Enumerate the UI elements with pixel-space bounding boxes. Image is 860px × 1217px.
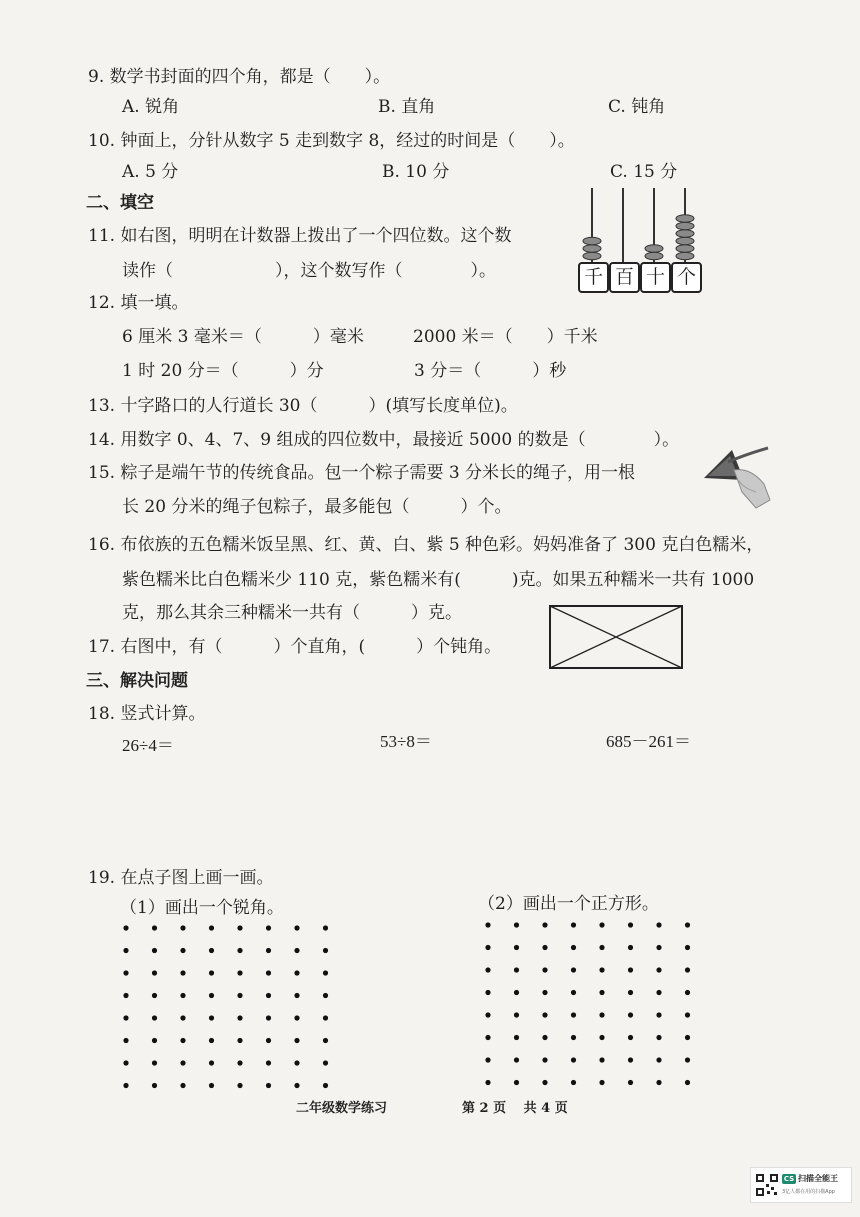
grid-dot[interactable] [514, 922, 519, 927]
grid-dot[interactable] [266, 1038, 271, 1043]
grid-dot[interactable] [152, 1060, 157, 1065]
grid-dot[interactable] [485, 967, 490, 972]
abacus-bead [676, 237, 694, 245]
grid-dot[interactable] [599, 1012, 604, 1017]
abacus-label-hundreds: 百 [609, 262, 640, 293]
grid-dot[interactable] [571, 945, 576, 950]
grid-dot[interactable] [685, 990, 690, 995]
grid-dot[interactable] [237, 1015, 242, 1020]
abacus-bead [676, 215, 694, 223]
grid-dot[interactable] [599, 1057, 604, 1062]
grid-dot[interactable] [237, 1083, 242, 1088]
camscanner-logo-icon: CS [783, 1175, 795, 1183]
grid-dot[interactable] [209, 1038, 214, 1043]
grid-dot[interactable] [571, 1012, 576, 1017]
grid-dot[interactable] [656, 1057, 661, 1062]
grid-dot[interactable] [237, 1038, 242, 1043]
grid-dot[interactable] [656, 922, 661, 927]
grid-dot[interactable] [209, 1060, 214, 1065]
question-11-line1: 11. 如右图，明明在计数器上拨出了一个四位数。这个数 [88, 226, 512, 246]
q9-option-b: B. 直角 [378, 97, 436, 117]
grid-dot[interactable] [571, 967, 576, 972]
grid-dot[interactable] [656, 1012, 661, 1017]
section-2-title: 二、填空 [86, 193, 154, 213]
grid-dot[interactable] [542, 1035, 547, 1040]
grid-dot[interactable] [542, 945, 547, 950]
q18-expression-b: 53÷8＝ [380, 732, 432, 751]
grid-dot[interactable] [266, 925, 271, 930]
q10-option-c: C. 15 分 [610, 162, 678, 182]
footer-page-number: 第 2 页 共 4 页 [462, 1101, 568, 1116]
grid-dot[interactable] [571, 1057, 576, 1062]
grid-dot[interactable] [123, 925, 128, 930]
question-16-line2: 紫色糯米比白色糯米少 110 克，紫色糯米有( )克。如果五种糯米一共有 1000 [122, 570, 755, 590]
question-15-line2: 长 20 分米的绳子包粽子，最多能包（ ）个。 [122, 497, 512, 517]
grid-dot[interactable] [599, 1080, 604, 1085]
grid-dot[interactable] [180, 948, 185, 953]
grid-dot[interactable] [294, 1015, 299, 1020]
grid-dot[interactable] [266, 1015, 271, 1020]
grid-dot[interactable] [628, 922, 633, 927]
abacus-bead [676, 245, 694, 253]
abacus-bead [676, 222, 694, 230]
q12-item-c: 1 时 20 分＝（ ）分 [122, 361, 324, 381]
grid-dot[interactable] [571, 922, 576, 927]
grid-dot[interactable] [542, 1012, 547, 1017]
abacus-bead [645, 245, 663, 253]
grid-dot[interactable] [599, 990, 604, 995]
grid-dot[interactable] [656, 1035, 661, 1040]
grid-dot[interactable] [323, 1038, 328, 1043]
grid-dot[interactable] [237, 970, 242, 975]
question-11-line2: 读作（ ），这个数写作（ ）。 [122, 261, 496, 281]
grid-dot[interactable] [685, 1080, 690, 1085]
grid-dot[interactable] [209, 1083, 214, 1088]
abacus-label-tens: 十 [640, 262, 671, 293]
q12-item-b: 2000 米＝（ ）千米 [413, 327, 598, 347]
question-16-line3: 克，那么其余三种糯米一共有（ ）克。 [122, 603, 462, 623]
grid-dot[interactable] [628, 990, 633, 995]
grid-dot[interactable] [599, 967, 604, 972]
grid-dot[interactable] [123, 1038, 128, 1043]
abacus-bead [583, 237, 601, 245]
grid-dot[interactable] [294, 948, 299, 953]
grid-dot[interactable] [237, 993, 242, 998]
grid-dot[interactable] [266, 970, 271, 975]
grid-dot[interactable] [685, 967, 690, 972]
grid-dot[interactable] [628, 1080, 633, 1085]
q19-part-1: （1）画出一个锐角。 [120, 898, 284, 918]
q10-option-b: B. 10 分 [382, 162, 450, 182]
grid-dot[interactable] [123, 970, 128, 975]
question-12: 12. 填一填。 [88, 293, 189, 313]
grid-dot[interactable] [542, 990, 547, 995]
q12-item-a: 6 厘米 3 毫米＝（ ）毫米 [122, 327, 364, 347]
grid-dot[interactable] [685, 922, 690, 927]
q9-option-c: C. 钝角 [608, 97, 666, 117]
grid-dot[interactable] [542, 967, 547, 972]
grid-dot[interactable] [599, 1035, 604, 1040]
grid-dot[interactable] [323, 925, 328, 930]
question-18: 18. 竖式计算。 [88, 704, 206, 724]
grid-dot[interactable] [685, 1035, 690, 1040]
question-19: 19. 在点子图上画一画。 [88, 868, 274, 888]
grid-dot[interactable] [237, 948, 242, 953]
grid-dot[interactable] [323, 948, 328, 953]
grid-dot[interactable] [485, 922, 490, 927]
grid-dot[interactable] [599, 922, 604, 927]
zongzi-illustration [694, 440, 774, 512]
grid-dot[interactable] [123, 1015, 128, 1020]
question-13: 13. 十字路口的人行道长 30（ ）(填写长度单位)。 [88, 396, 518, 416]
grid-dot[interactable] [266, 948, 271, 953]
grid-dot[interactable] [485, 990, 490, 995]
grid-dot[interactable] [323, 1060, 328, 1065]
grid-dot[interactable] [514, 1012, 519, 1017]
abacus-label-ones: 个 [671, 262, 702, 293]
grid-dot[interactable] [294, 1083, 299, 1088]
grid-dot[interactable] [237, 925, 242, 930]
grid-dot[interactable] [514, 990, 519, 995]
grid-dot[interactable] [152, 970, 157, 975]
grid-dot[interactable] [656, 967, 661, 972]
grid-dot[interactable] [266, 993, 271, 998]
grid-dot[interactable] [294, 970, 299, 975]
grid-dot[interactable] [180, 993, 185, 998]
grid-dot[interactable] [685, 945, 690, 950]
grid-dot[interactable] [685, 1012, 690, 1017]
watermark-tagline: 3亿人都在用的扫描App [782, 1189, 835, 1195]
grid-dot[interactable] [485, 1080, 490, 1085]
grid-dot[interactable] [294, 1038, 299, 1043]
grid-dot[interactable] [123, 1083, 128, 1088]
grid-dot[interactable] [628, 1035, 633, 1040]
grid-dot[interactable] [180, 1038, 185, 1043]
q19-part-2: （2）画出一个正方形。 [478, 894, 659, 914]
grid-dot[interactable] [485, 1057, 490, 1062]
rectangle-with-diagonals-figure [548, 604, 684, 670]
grid-dot[interactable] [180, 1083, 185, 1088]
abacus-rods [574, 186, 704, 262]
grid-dot[interactable] [542, 1080, 547, 1085]
grid-dot[interactable] [514, 1057, 519, 1062]
grid-dot[interactable] [180, 925, 185, 930]
grid-dot[interactable] [485, 945, 490, 950]
grid-dot[interactable] [266, 1083, 271, 1088]
grid-dot[interactable] [152, 948, 157, 953]
q12-item-d: 3 分＝（ ）秒 [414, 361, 567, 381]
grid-dot[interactable] [542, 1057, 547, 1062]
q18-expression-c: 685－261＝ [606, 732, 691, 751]
grid-dot[interactable] [180, 1015, 185, 1020]
question-9: 9. 数学书封面的四个角，都是（ ）。 [88, 67, 391, 87]
grid-dot[interactable] [323, 1083, 328, 1088]
grid-dot[interactable] [123, 1060, 128, 1065]
q9-option-a: A. 锐角 [122, 97, 180, 117]
grid-dot[interactable] [628, 967, 633, 972]
dot-grid-acute-angle[interactable] [118, 920, 338, 1090]
grid-dot[interactable] [323, 993, 328, 998]
section-3-title: 三、解决问题 [86, 671, 188, 691]
abacus-bead [583, 252, 601, 260]
grid-dot[interactable] [209, 1015, 214, 1020]
grid-dot[interactable] [571, 990, 576, 995]
grid-dot[interactable] [656, 990, 661, 995]
abacus-bead [583, 245, 601, 253]
watermark-brand: 扫描全能王 [798, 1174, 838, 1183]
grid-dot[interactable] [266, 1060, 271, 1065]
grid-dot[interactable] [209, 993, 214, 998]
grid-dot[interactable] [323, 970, 328, 975]
grid-dot[interactable] [152, 1015, 157, 1020]
grid-dot[interactable] [209, 948, 214, 953]
abacus-label-thousands: 千 [578, 262, 609, 293]
abacus-bead [676, 252, 694, 260]
question-17: 17. 右图中，有（ ）个直角，( ）个钝角。 [88, 637, 502, 657]
grid-dot[interactable] [514, 1035, 519, 1040]
grid-dot[interactable] [656, 945, 661, 950]
question-16-line1: 16. 布依族的五色糯米饭呈黑、红、黄、白、紫 5 种色彩。妈妈准备了 300 克白色糯米， [88, 535, 764, 555]
grid-dot[interactable] [294, 925, 299, 930]
grid-dot[interactable] [237, 1060, 242, 1065]
question-15-line1: 15. 粽子是端午节的传统食品。包一个粽子需要 3 分米长的绳子，用一根 [88, 463, 636, 483]
grid-dot[interactable] [514, 967, 519, 972]
grid-dot[interactable] [599, 945, 604, 950]
footer-title: 二年级数学练习 [296, 1101, 388, 1116]
grid-dot[interactable] [571, 1035, 576, 1040]
grid-dot[interactable] [514, 1080, 519, 1085]
grid-dot[interactable] [542, 922, 547, 927]
grid-dot[interactable] [152, 993, 157, 998]
question-14: 14. 用数字 0、4、7、9 组成的四位数中，最接近 5000 的数是（ ）。 [88, 430, 680, 450]
q18-expression-a: 26÷4＝ [122, 736, 174, 755]
grid-dot[interactable] [152, 925, 157, 930]
grid-dot[interactable] [485, 1012, 490, 1017]
grid-dot[interactable] [628, 945, 633, 950]
qr-code-icon [755, 1173, 779, 1197]
grid-dot[interactable] [294, 1060, 299, 1065]
grid-dot[interactable] [152, 1083, 157, 1088]
grid-dot[interactable] [294, 993, 299, 998]
scanner-watermark [750, 1167, 852, 1203]
grid-dot[interactable] [180, 1060, 185, 1065]
grid-dot[interactable] [628, 1012, 633, 1017]
abacus-bead [645, 252, 663, 260]
grid-dot[interactable] [628, 1057, 633, 1062]
grid-dot[interactable] [656, 1080, 661, 1085]
question-10: 10. 钟面上，分针从数字 5 走到数字 8，经过的时间是（ ）。 [88, 131, 575, 151]
grid-dot[interactable] [123, 948, 128, 953]
grid-dot[interactable] [123, 993, 128, 998]
grid-dot[interactable] [323, 1015, 328, 1020]
dot-grid-square[interactable] [480, 917, 700, 1087]
grid-dot[interactable] [152, 1038, 157, 1043]
grid-dot[interactable] [685, 1057, 690, 1062]
grid-dot[interactable] [209, 970, 214, 975]
q10-option-a: A. 5 分 [122, 162, 179, 182]
grid-dot[interactable] [514, 945, 519, 950]
grid-dot[interactable] [571, 1080, 576, 1085]
grid-dot[interactable] [180, 970, 185, 975]
grid-dot[interactable] [209, 925, 214, 930]
grid-dot[interactable] [485, 1035, 490, 1040]
abacus-bead [676, 230, 694, 238]
